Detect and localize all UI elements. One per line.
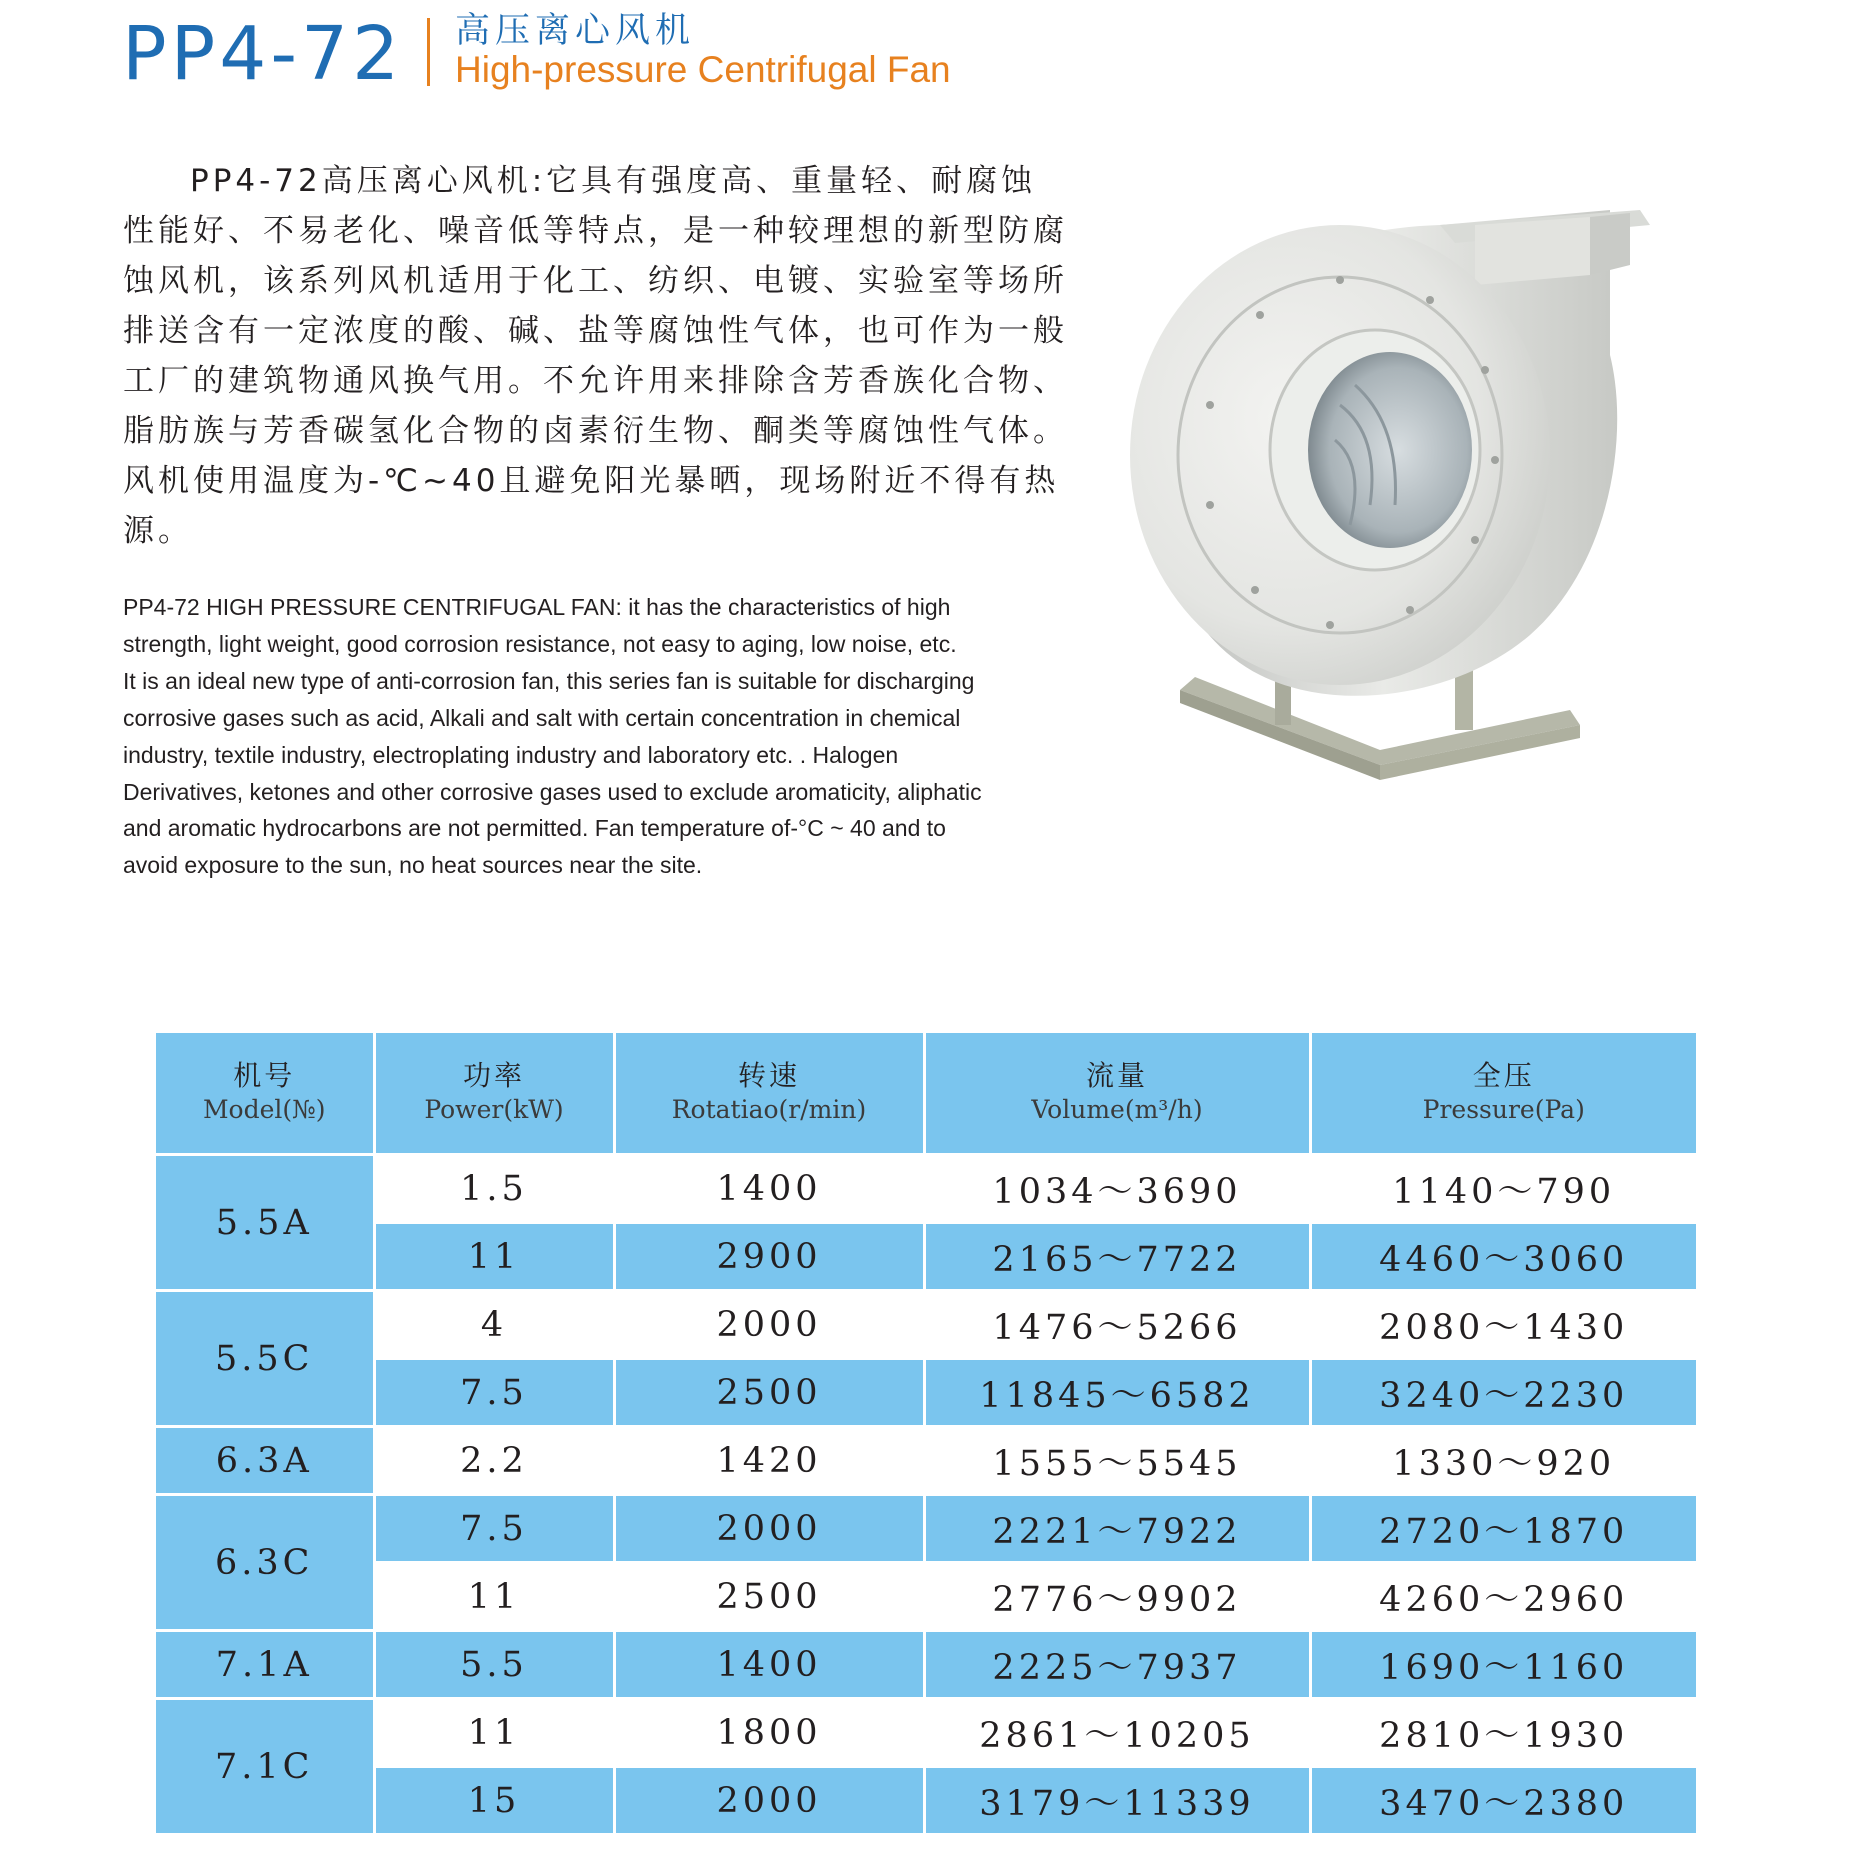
- model-cell: 7.1A: [156, 1631, 374, 1699]
- speed-cell: 2000: [614, 1495, 924, 1563]
- volume-cell: 1034～3690: [924, 1155, 1310, 1223]
- header-model-en: Model(№): [202, 1095, 326, 1124]
- header-volume-cn: 流量: [1085, 1059, 1148, 1092]
- volume-cell: 1476～5266: [924, 1291, 1310, 1359]
- volume-cell: 1555～5545: [924, 1427, 1310, 1495]
- spec-table: [156, 1033, 1696, 1836]
- model-cell: 7.1C: [156, 1699, 374, 1835]
- table-row: [156, 1631, 1696, 1699]
- model-cell: 5.5A: [156, 1155, 374, 1291]
- header-power: [374, 1033, 614, 1155]
- table-row: [156, 1495, 1696, 1563]
- speed-cell: 2000: [614, 1291, 924, 1359]
- volume-cell: 2165～7722: [924, 1223, 1310, 1291]
- description-en: PP4-72 HIGH PRESSURE CENTRIFUGAL FAN: it has the characteristics of high strength, light weight, good corrosion resistance, not easy to aging, low noise, etc. It is an ideal new type of anti-corrosion fan, this series fan is suitable for discharging corrosive gases such as acid, Alkali and salt with certain concentration in chemical industry, textile industry, electroplating industry and laboratory etc. . Halogen Derivatives, ketones and other corrosive gases used to exclude aromaticity, aliphatic and aromatic hydrocarbons are not permitted. Fan temperature of-°C ~ 40 and to avoid exposure to the sun, no heat sources near the site.: [123, 594, 982, 879]
- table-row: [156, 1563, 1696, 1631]
- model-cell: 6.3A: [156, 1427, 374, 1495]
- header-pressure: [1310, 1033, 1696, 1155]
- speed-cell: 1400: [614, 1155, 924, 1223]
- speed-cell: 2500: [614, 1563, 924, 1631]
- header-power-en: Power(kW): [424, 1095, 564, 1124]
- product-model-title: PP4-72: [122, 11, 404, 97]
- volume-cell: 2861～10205: [924, 1699, 1310, 1767]
- header-model-cn: 机号: [233, 1059, 296, 1092]
- pressure-cell: 4260～2960: [1310, 1563, 1696, 1631]
- pressure-cell: 2720～1870: [1310, 1495, 1696, 1563]
- table-row: [156, 1223, 1696, 1291]
- power-cell: 15: [374, 1767, 614, 1835]
- power-cell: 11: [374, 1563, 614, 1631]
- pressure-cell: 3240～2230: [1310, 1359, 1696, 1427]
- pressure-cell: 2810～1930: [1310, 1699, 1696, 1767]
- power-cell: 1.5: [374, 1155, 614, 1223]
- fan-product-image: [1110, 205, 1830, 805]
- header-speed-en: Rotatiao(r/min): [671, 1095, 867, 1124]
- title-divider: [427, 18, 430, 86]
- model-cell: 6.3C: [156, 1495, 374, 1631]
- power-cell: 11: [374, 1699, 614, 1767]
- power-cell: 4: [374, 1291, 614, 1359]
- power-cell: 11: [374, 1223, 614, 1291]
- speed-cell: 2000: [614, 1767, 924, 1835]
- model-cell: 5.5C: [156, 1291, 374, 1427]
- power-cell: 7.5: [374, 1495, 614, 1563]
- speed-cell: 2500: [614, 1359, 924, 1427]
- power-cell: 5.5: [374, 1631, 614, 1699]
- table-row: [156, 1767, 1696, 1835]
- pressure-cell: 4460～3060: [1310, 1223, 1696, 1291]
- pressure-cell: 1690～1160: [1310, 1631, 1696, 1699]
- product-title-cn: 高压离心风机: [455, 11, 696, 51]
- volume-cell: 2225～7937: [924, 1631, 1310, 1699]
- product-title-en: High-pressure Centrifugal Fan: [455, 49, 951, 90]
- volume-cell: 2776～9902: [924, 1563, 1310, 1631]
- header-model: [156, 1033, 374, 1155]
- pressure-cell: 3470～2380: [1310, 1767, 1696, 1835]
- table-header-row: [156, 1033, 1696, 1155]
- speed-cell: 1400: [614, 1631, 924, 1699]
- header-volume: [924, 1033, 1310, 1155]
- table-row: [156, 1699, 1696, 1767]
- pressure-cell: 2080～1430: [1310, 1291, 1696, 1359]
- header-pressure-en: Pressure(Pa): [1422, 1095, 1585, 1124]
- header-speed: [614, 1033, 924, 1155]
- speed-cell: 1420: [614, 1427, 924, 1495]
- power-cell: 2.2: [374, 1427, 614, 1495]
- speed-cell: 1800: [614, 1699, 924, 1767]
- pressure-cell: 1140～790: [1310, 1155, 1696, 1223]
- header-speed-cn: 转速: [737, 1059, 800, 1092]
- table-row: [156, 1427, 1696, 1495]
- power-cell: 7.5: [374, 1359, 614, 1427]
- table-row: [156, 1291, 1696, 1359]
- speed-cell: 2900: [614, 1223, 924, 1291]
- header-volume-en: Volume(m³/h): [1031, 1095, 1203, 1124]
- volume-cell: 11845～6582: [924, 1359, 1310, 1427]
- description-cn: PP4-72高压离心风机:它具有强度高、重量轻、耐腐蚀性能好、不易老化、噪音低等特点，是一种较理想的新型防腐蚀风机，该系列风机适用于化工、纺织、电镀、实验室等场所排送含有一定浓度的酸、碱、盐等腐蚀性气体，也可作为一般工厂的建筑物通风换气用。不允许用来排除含芳香族化合物、脂肪族与芳香碳氢化合物的卤素衍生物、酮类等腐蚀性气体。风机使用温度为-℃~40且避免阳光暴晒，现场附近不得有热源。: [123, 163, 1068, 549]
- volume-cell: 2221～7922: [924, 1495, 1310, 1563]
- table-row: [156, 1155, 1696, 1223]
- volume-cell: 3179～11339: [924, 1767, 1310, 1835]
- header-power-cn: 功率: [462, 1059, 525, 1092]
- pressure-cell: 1330～920: [1310, 1427, 1696, 1495]
- header-pressure-cn: 全压: [1472, 1059, 1535, 1092]
- table-row: [156, 1359, 1696, 1427]
